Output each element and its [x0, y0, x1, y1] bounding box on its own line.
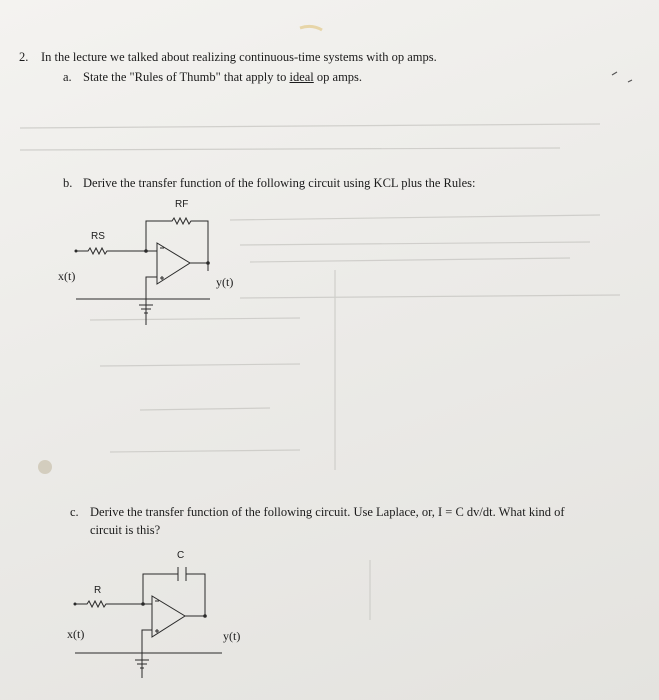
- output-signal-b: y(t): [216, 275, 234, 289]
- part-c-letter: c.: [70, 505, 79, 519]
- ground-symbol-c: [135, 660, 149, 678]
- r-label: R: [94, 585, 102, 596]
- output-signal-c: y(t): [223, 629, 241, 643]
- question-intro: In the lecture we talked about realizing continuous-time systems with op amps.: [41, 50, 437, 64]
- part-b-text: Derive the transfer function of the following circuit using KCL plus the Rules:: [83, 176, 476, 190]
- part-c-text-line2: circuit is this?: [90, 523, 161, 537]
- r-resistor: [75, 601, 143, 607]
- part-a-text-post: op amps.: [313, 70, 363, 84]
- part-b-letter: b.: [63, 176, 73, 190]
- input-signal-c: x(t): [67, 627, 85, 641]
- c-label: C: [177, 550, 185, 561]
- input-signal-b: x(t): [58, 269, 76, 283]
- part-a-ideal: ideal: [289, 70, 314, 84]
- part-a-text-pre: State the "Rules of Thumb" that apply to: [83, 70, 290, 84]
- capacitor: [178, 567, 186, 581]
- part-a-letter: a.: [63, 70, 72, 84]
- rs-label: RS: [91, 231, 105, 242]
- rf-label: RF: [175, 199, 189, 210]
- question-number: 2.: [19, 50, 29, 64]
- part-c-text-line1: Derive the transfer function of the following circuit. Use Laplace, or, I = C dv/dt. What kind of: [90, 505, 565, 519]
